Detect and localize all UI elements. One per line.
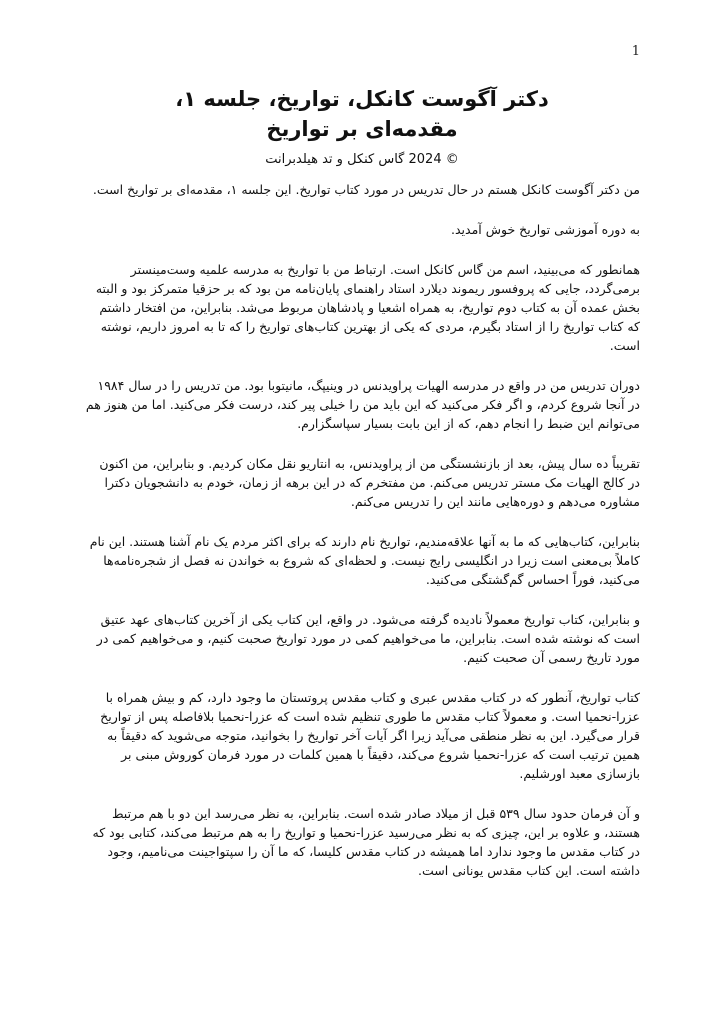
paragraph: به دوره آموزشی تواریخ خوش آمدید.: [451, 222, 640, 237]
paragraph: من دکتر آگوست کانکل هستم در حال تدریس در مورد کتاب تواریخ. این جلسه ۱، مقدمه‌ای بر تواریخ است.: [92, 182, 640, 197]
document-body: [84, 180, 640, 901]
paragraph: همانطور که می‌بینید، اسم من گاس کانکل است. ارتباط من با تواریخ به مدرسه علمیه وست‌مینستر برمی‌گردد، جایی که پروفسور ریموند دیلارد استاد راهنمای پایان‌نامه من بود که بر حزقیا متمرکز بود و البته بخش عمده آن به کتاب دوم تواریخ، به همراه اشعیا و پادشاهان مربوط می‌شد. بنابراین، من افتخار داشتم که کتاب تواریخ را از استاد بگیرم، مردی که یکی از بهترین کتاب‌های تواریخ را که تا به امروز داریم، نوشته است.: [95, 262, 640, 353]
paragraph: تقریباً ده سال پیش، بعد از بازنشستگی من از پراویدنس، به انتاریو نقل مکان کردیم. و بنابراین، من اکنون در کالج الهیات مک مستر تدریس می‌کنم. من مفتخرم که در این برهه از زمان، خودم به دانشجویان دکترا مشاوره می‌دهم و دوره‌هایی مانند این را تدریس می‌کنم.: [99, 456, 640, 509]
document-header: [84, 84, 640, 170]
paragraph: دوران تدریس من در واقع در مدرسه الهیات پراویدنس در وینیپگ، مانیتوبا بود. من تدریس را در سال ۱۹۸۴ در آنجا شروع کردم، و اگر فکر می‌کنید که این باید من را خیلی پیر کند، درست فکر می‌کنید. اما من هنوز هم می‌توانم این ضبط را انجام دهم، که از این بابت بسیار سپاسگزارم.: [85, 378, 640, 431]
copyright-line: © 2024 گاس کنکل و تد هیلدبرانت: [265, 152, 459, 167]
paragraph: بنابراین، کتاب‌هایی که ما به آنها علاقه‌مندیم، تواریخ نام دارند که برای اکثر مردم یک نام آشنا هستند. این نام کاملاً بی‌معنی است زیرا در انگلیسی رایج نیست. و لحظه‌ای که شروع به خواندن نه فصل از شجره‌نامه‌ها می‌کنید، فوراً احساس گم‌گشتگی می‌کنید.: [89, 534, 640, 587]
document-title: دکتر آگوست کانکل، تواریخ، جلسه ۱،: [175, 87, 549, 111]
paragraph: کتاب تواریخ، آنطور که در کتاب مقدس عبری و کتاب مقدس پروتستان ما وجود دارد، کم و بیش همراه با عزرا-نحمیا است. و معمولاً کتاب مقدس ما طوری تنظیم شده است که عزرا-نحمیا بلافاصله پس از تواریخ قرار می‌گیرد. این به نظر منطقی می‌آید زیرا اگر آیات آخر تواریخ را بخوانید، متوجه می‌شوید که دقیقاً به همین ترتیب است که عزرا-نحمیا شروع می‌کند، دقیقاً با همین کلمات در مورد فرمان کوروش مبنی بر بازسازی معبد اورشلیم.: [100, 690, 640, 781]
page-number: 1: [631, 44, 640, 59]
paragraph: و آن فرمان حدود سال ۵۳۹ قبل از میلاد صادر شده است. بنابراین، به نظر می‌رسد این دو با هم مرتبط هستند، و علاوه بر این، چیزی که به نظر می‌رسید عزرا-نحمیا و تواریخ را به هم مرتبط می‌کند، کتابی بود که در کتاب مقدس ما وجود ندارد اما همیشه در کتاب مقدس کلیسا، که ما آن را سپتواجینت می‌نامیم، وجود داشته است. این کتاب مقدس یونانی است.: [92, 806, 640, 878]
document-subtitle: مقدمه‌ای بر تواریخ: [266, 117, 458, 141]
paragraph: و بنابراین، کتاب تواریخ معمولاً نادیده گرفته می‌شود. در واقع، این کتاب یکی از آخرین کتاب‌های عهد عتیق است که نوشته شده است. بنابراین، ما می‌خواهیم کمی در مورد تواریخ صحبت کنیم، و می‌خواهیم کمی در مورد تاریخ رسمی آن صحبت کنیم.: [96, 612, 640, 665]
